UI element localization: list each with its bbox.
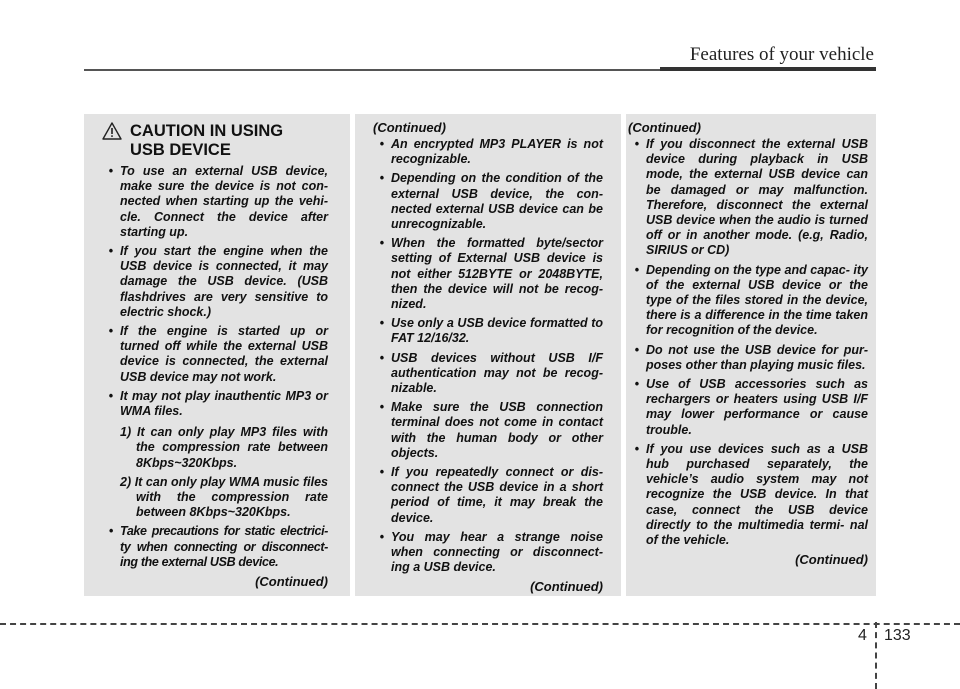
header-title: Features of your vehicle xyxy=(689,44,874,65)
chapter-number: 4 xyxy=(858,627,867,644)
list-item: • If you start the engine when the USB device is connected, it may damage the USB device. (USB flashdrives are very sensitive to electric shock.) xyxy=(108,244,328,319)
list-item: • Depending on the type and capac- ity of the external USB device or the type of the files stored in the device, there is a difference in the time taken for recognition of the device. xyxy=(634,262,868,338)
caution-box-continued xyxy=(355,114,621,596)
list-item: • Do not use the USB device for pur- poses other than playing music files. xyxy=(634,342,868,372)
list-item: • Take precautions for static electrici- ty when connecting or disconnect- ing the external USB device. xyxy=(108,524,328,569)
list-item: • Make sure the USB connection terminal does not come in contact with the human body or other objects. xyxy=(379,400,603,460)
list-item: • Use of USB accessories such as rechargers or heaters using USB I/F may lower performance or cause trouble. xyxy=(634,377,868,437)
sub-list-item: 2) It can only play WMA music files with the compression rate between 8Kbps~320Kbps. xyxy=(120,474,328,520)
list-item: • You may hear a strange noise when connecting or disconnect- ing a USB device. xyxy=(379,529,603,575)
continued-label: (Continued) xyxy=(628,120,701,135)
caution-list xyxy=(102,164,328,570)
list-item: • It may not play inauthentic MP3 or WMA files. 1) It can only play MP3 files with the compression rate between 8Kbps~320Kbps. 2) It can only play WMA music files with the compression rate between 8Kbps~320Kbps. xyxy=(108,388,328,520)
caution-box-continued xyxy=(626,114,876,596)
caution-list xyxy=(628,137,868,548)
footer-separator xyxy=(875,622,877,689)
header-rule-accent xyxy=(660,67,876,71)
caution-list xyxy=(373,137,603,575)
page-number: 133 xyxy=(884,627,911,644)
continued-label: (Continued) xyxy=(795,552,868,568)
list-item: • Depending on the condition of the external USB device, the con- nected external USB device can be unrecognizable. xyxy=(379,171,603,232)
list-item: • If you use devices such as a USB hub purchased separately, the vehicle’s audio system may not recognize the USB device. In that case, connect the USB device directly to the multimedia termi- nal of the vehicle. xyxy=(634,441,868,548)
caution-heading xyxy=(102,122,328,160)
continued-label: (Continued) xyxy=(255,574,328,590)
list-item: • An encrypted MP3 PLAYER is not recognizable. xyxy=(379,137,603,167)
list-item: • Use only a USB device formatted to FAT 12/16/32. xyxy=(379,316,603,346)
sub-list-item: 1) It can only play MP3 files with the compression rate between 8Kbps~320Kbps. xyxy=(120,425,328,470)
list-item: • USB devices without USB I/F authentication may not be recog- nizable. xyxy=(379,350,603,396)
continued-label: (Continued) xyxy=(530,579,603,595)
list-item: • When the formatted byte/sector setting of External USB device is not either 512BYTE or 2048BYTE, then the device will not be recog- nized. xyxy=(379,236,603,312)
footer-rule xyxy=(0,623,960,625)
caution-box xyxy=(84,114,350,596)
continued-label: (Continued) xyxy=(373,120,446,135)
list-item: • If you disconnect the external USB device during playback in USB mode, the external USB device can be damaged or may malfunction. Therefore, disconnect the external USB device when the audio is turned off or in another mode. (e.g, Radio, SIRIUS or CD) xyxy=(634,137,868,258)
warning-triangle-icon xyxy=(102,122,122,140)
caution-title: CAUTION IN USING USB DEVICE xyxy=(130,122,284,159)
list-item: • To use an external USB device, make sure the device is not con- nected when starting up the vehi- cle. Connect the device after starting up. xyxy=(108,164,328,239)
sub-list xyxy=(120,425,328,520)
list-item: • If the engine is started up or turned off while the external USB device is connected, the external USB device may not work. xyxy=(108,324,328,384)
list-item: • If you repeatedly connect or dis- connect the USB device in a short period of time, it may break the device. xyxy=(379,465,603,525)
